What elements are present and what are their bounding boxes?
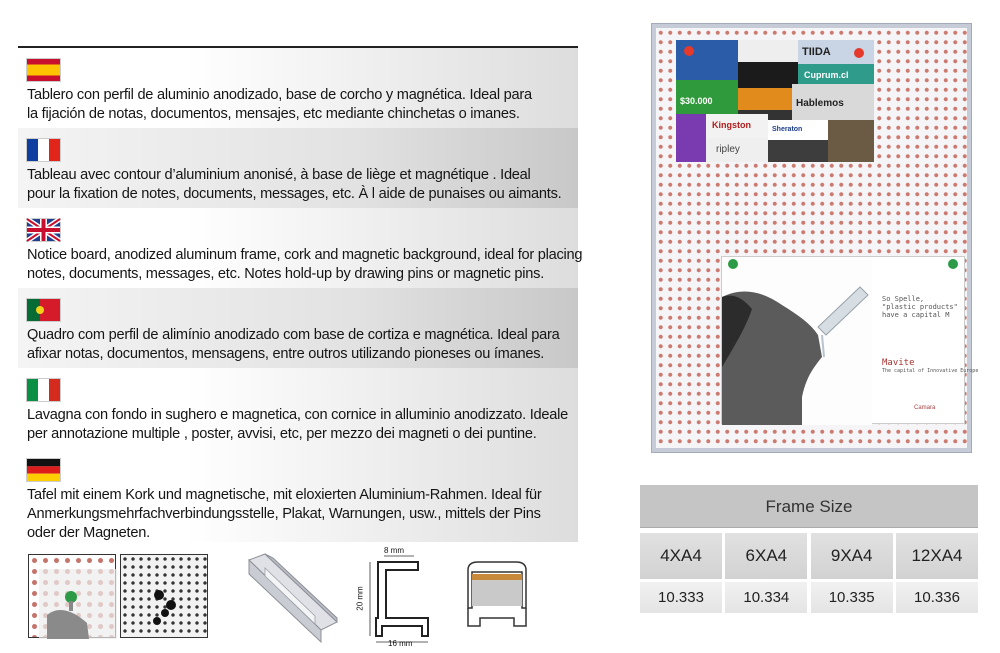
poster-brand: Camara — [914, 405, 936, 411]
code-row — [640, 579, 978, 613]
green-pin-icon — [728, 259, 738, 269]
size-cell: 12XA4 — [896, 533, 978, 579]
spain-flag-icon — [27, 59, 60, 81]
size-cell: 6XA4 — [725, 533, 807, 579]
text-line: notes, documents, messages, etc. Notes hold-up by drawing pins or magnetic pins. — [27, 266, 545, 282]
text-line: pour la fixation de notes, documents, messages, etc. À l aide de punaises ou aimants. — [27, 186, 562, 202]
code-cell: 10.334 — [725, 582, 807, 613]
magnets-illustration — [121, 555, 209, 639]
magnetic-detail-photo — [120, 554, 208, 638]
text-line: Anmerkungsmehrfachverbindungsstelle, Plakat, Warnungen, usw., mittels der Pins — [27, 506, 541, 522]
collage-of-notes — [676, 40, 874, 162]
tagline-line: The capital of Innovative Europe — [882, 368, 979, 374]
uk-flag-icon — [27, 219, 60, 241]
frame-size-title: Frame Size — [640, 485, 978, 528]
collage-label: Hablemos — [796, 98, 844, 109]
red-pin-icon — [684, 46, 694, 56]
tagline-line: So Spelle, — [882, 295, 925, 303]
profile-cross-section — [355, 546, 442, 653]
collage-label: TIIDA — [802, 46, 831, 58]
notice-board-photo — [652, 24, 979, 452]
text-line: Tafel mit einem Kork und magnetische, mit eloxierten Aluminium-Rahmen. Ideal für — [27, 487, 542, 503]
lang-text-en — [27, 246, 583, 284]
text-line: Notice board, anodized aluminum frame, cork and magnetic background, ideal for placing — [27, 247, 583, 263]
size-row — [640, 533, 978, 579]
text-line: Lavagna con fondo in sughero e magnetica, con cornice in alluminio anodizzato. Ideale — [27, 407, 568, 423]
lang-block-pt — [18, 288, 578, 368]
dimension-side-label: 20 mm — [355, 586, 365, 611]
code-cell: 10.333 — [640, 582, 722, 613]
lang-block-it — [18, 368, 578, 448]
lang-text-it — [27, 406, 578, 444]
collage-label: Cuprum.cl — [804, 70, 849, 80]
code-cell: 10.335 — [811, 582, 893, 613]
language-descriptions — [18, 48, 583, 542]
collage-label: Sheraton — [772, 126, 803, 133]
frame-size-table — [640, 533, 978, 613]
germany-flag-icon — [27, 459, 60, 481]
text-line: afixar notas, documentos, mensagens, entre outros utilizando pioneses ou ímanes. — [27, 346, 545, 362]
collage-label: ripley — [716, 144, 740, 155]
lang-block-es — [18, 48, 578, 128]
aluminium-profile-3d-icon — [245, 552, 341, 644]
france-flag-icon — [27, 139, 60, 161]
collage-label: $30.000 — [680, 96, 713, 106]
text-line: Quadro com perfil de alimínio anodizado com base de cortiza e magnética. Ideal para — [27, 327, 560, 343]
lang-block-en — [18, 208, 583, 288]
dimension-top-label: 8 mm — [384, 546, 404, 555]
size-cell: 4XA4 — [640, 533, 722, 579]
pin-photo-illustration — [29, 555, 117, 639]
text-line: Tablero con perfil de aluminio anodizado, base de corcho y magnética. Ideal para — [27, 87, 532, 103]
red-pin-icon — [854, 48, 864, 58]
lang-text-pt — [27, 326, 578, 364]
text-line: oder der Magneten. — [27, 525, 150, 541]
text-line: Tableau avec contour d’aluminium anonisé, à base de liège et magnétique . Ideal — [27, 167, 531, 183]
profile-section-drawing — [362, 548, 442, 648]
lang-text-de — [27, 486, 578, 543]
poster-sheet — [721, 256, 979, 424]
woman-drinking-photo — [722, 257, 872, 425]
portugal-flag-icon — [27, 299, 60, 321]
italy-flag-icon — [27, 379, 60, 401]
text-line: per annotazione multiple , poster, avvisi, etc, per mezzo dei magneti o dei puntine. — [27, 426, 537, 442]
tagline-line: "plastic products" — [882, 303, 958, 311]
lang-text-fr — [27, 166, 578, 204]
size-cell: 9XA4 — [811, 533, 893, 579]
lang-block-de — [18, 448, 578, 542]
lang-block-fr — [18, 128, 578, 208]
code-cell: 10.336 — [896, 582, 978, 613]
poster-tagline — [882, 295, 978, 375]
lang-text-es — [27, 86, 578, 124]
dimension-bottom-label: 16 mm — [388, 639, 413, 648]
profile-board-section-icon — [460, 560, 532, 642]
collage-label: Kingston — [712, 120, 751, 130]
board-corner-photo — [28, 554, 116, 638]
green-pin-icon — [948, 259, 958, 269]
tagline-line: Mavite — [882, 358, 915, 368]
text-line: la fijación de notas, documentos, mensajes, etc mediante chinchetas o imanes. — [27, 106, 520, 122]
tagline-line: have a capital M — [882, 311, 950, 319]
